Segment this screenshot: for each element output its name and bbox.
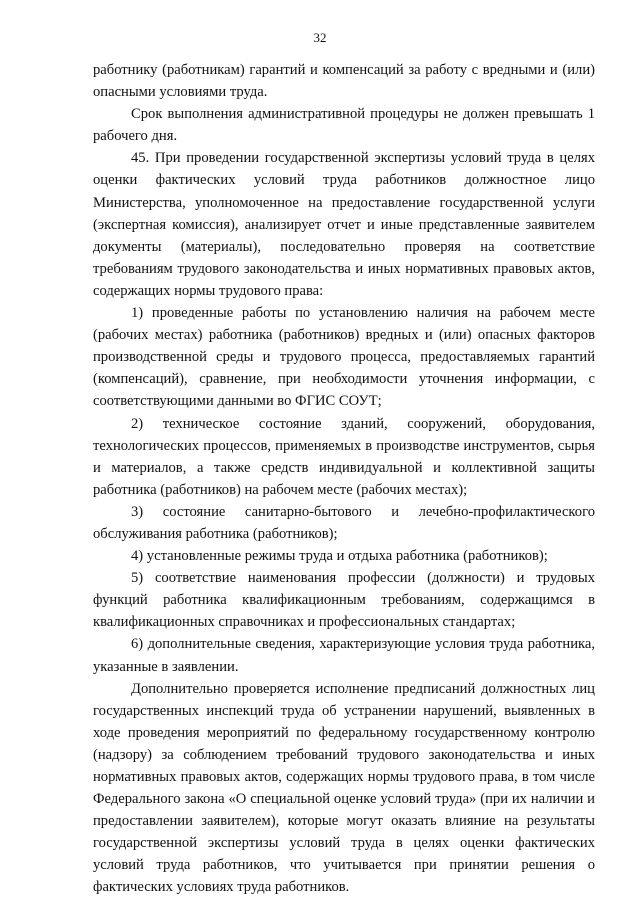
list-item-6: 6) дополнительные сведения, характеризующие условия труда работника, указанные в заявлении. <box>93 636 595 675</box>
document-body <box>93 59 595 899</box>
paragraph-additional-check: Дополнительно проверяется исполнение предписаний должностных лиц государственных инспекций труда об устранении нарушений, выявленных в ходе проведения мероприятий по федеральному государственному контролю (надзору) за соблюдением требований трудового законодательства и иных нормативных правовых актов, содержащих нормы трудового права, в том числе Федерального закона «О специальной оценке условий труда» (при их наличии и предоставлении заявителем), которые могут оказать влияние на результаты государственной экспертизы условий труда в целях оценки фактических условий труда работников, что учитывается при принятии решения о фактических условиях труда работников. <box>93 680 595 896</box>
paragraph-deadline: Срок выполнения административной процедуры не должен превышать 1 рабочего дня. <box>93 106 595 145</box>
page-number: 32 <box>313 30 327 45</box>
list-item-5: 5) соответствие наименования профессии (должности) и трудовых функций работника квалификационным требованиям, содержащимся в квалификационных справочниках и профессиональных стандартах; <box>93 570 595 631</box>
list-item-1: 1) проведенные работы по установлению наличия на рабочем месте (рабочих местах) работника (работников) вредных и (или) опасных факторов производственной среды и трудового процесса, предоставляемых гарантий (компенсаций), сравнение, при необходимости уточнения информации, с соответствующими данными во ФГИС СОУТ; <box>93 305 595 410</box>
paragraph-continuation: работнику (работникам) гарантий и компенсаций за работу с вредными и (или) опасными условиями труда. <box>93 62 595 101</box>
list-item-2: 2) техническое состояние зданий, сооружений, оборудования, технологических процессов, применяемых в производстве инструментов, сырья и материалов, а также средств индивидуальной и коллективной защиты работника (работников) на рабочем месте (рабочих местах); <box>93 415 595 498</box>
list-item-4: 4) установленные режимы труда и отдыха работника (работников); <box>131 548 548 565</box>
list-item-3: 3) состояние санитарно-бытового и лечебно-профилактического обслуживания работника (работников); <box>93 503 595 542</box>
paragraph-clause-45: 45. При проведении государственной экспертизы условий труда в целях оценки фактических условий труда работников должностное лицо Министерства, уполномоченное на предоставление государственной услуги (экспертная комиссия), анализирует отчет и иные представленные заявителем документы (материалы), последовательно проверяя на соответствие требованиям трудового законодательства и иных нормативных правовых актов, содержащих нормы трудового права: <box>93 150 595 299</box>
